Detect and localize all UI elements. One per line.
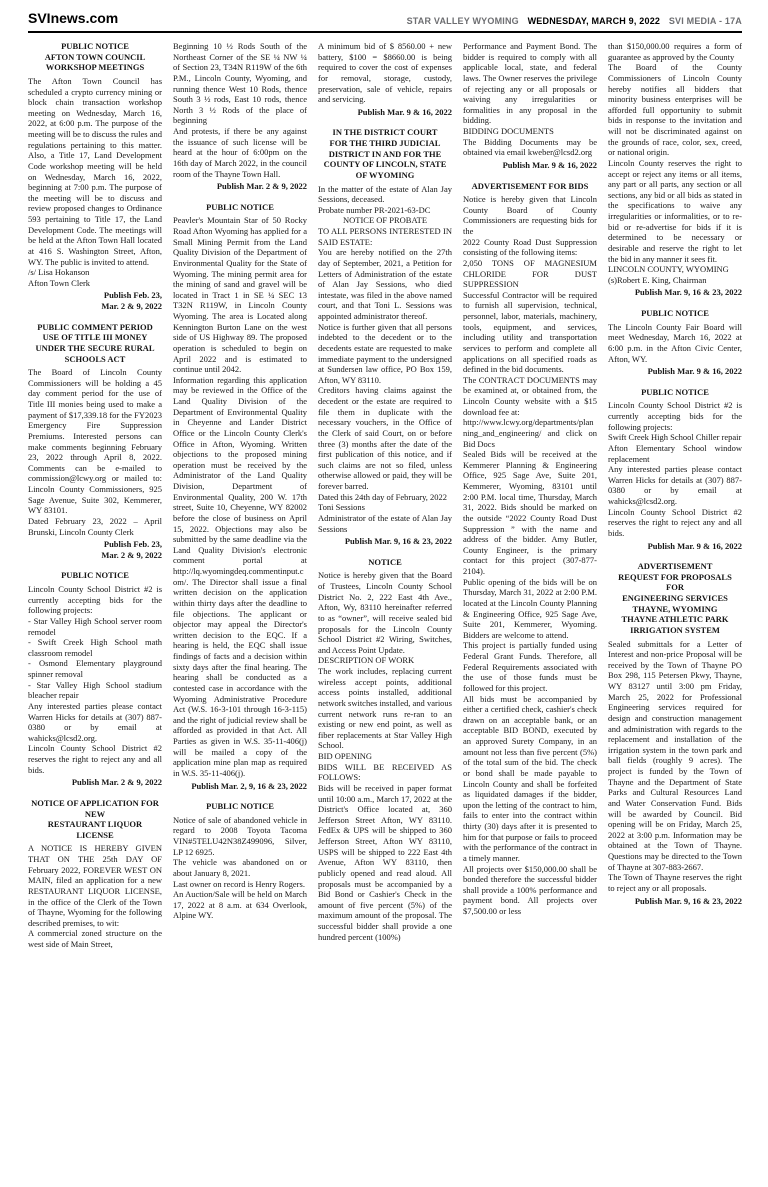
- column-3: [318, 41, 452, 950]
- notice-line: LINCOLN COUNTY, WYOMING: [608, 264, 729, 275]
- notice-paragraph: The Board of the County Commissioners of Lincoln County hereby notifies all bidders that minority business enterprises will be afforded full opportunity to submit bids in response to the invitation and will not be discriminated against on the grounds of race, color, sex, creed, or national origin.: [608, 62, 742, 158]
- column-2: [173, 41, 307, 950]
- notice-paragraph: Probate number PR-2021-63-DC: [318, 204, 431, 215]
- notice-paragraph: 2022 County Road Dust Suppression consisting of the following items:: [463, 236, 597, 258]
- columns: [28, 41, 742, 950]
- notice-paragraph: Public opening of the bids will be on Thursday, March 31, 2022 at 2:00 P.M. located at the Lincoln County Planning & Engineering Office, 925 Sage Ave, Suite 201, Kemmerer, Wyoming. Bidders are welcome to attend.: [463, 576, 597, 640]
- masthead: [28, 10, 742, 33]
- publish-date: Publish Mar. 9, 16 & 23, 2022: [634, 287, 742, 298]
- notice-paragraph: A NOTICE IS HEREBY GIVEN THAT ON THE 25th DAY OF February 2022, FOREVER WEST ON MAIN, filed an application for a new RESTAURANT LIQUOR LICENSE, in the office of the Clerk of the Town of Thayne, Wyoming for the following described premises, to wit:: [28, 843, 162, 928]
- notice-paragraph: The Bidding Documents may be obtained via email kweber@lcsd2.org: [463, 136, 597, 158]
- notice-heading: NOTICE OF APPLICATION FOR NEW RESTAURANT LIQUOR LICENSE: [31, 797, 159, 840]
- notice-paragraph: All bids must be accompanied by either a certified check, cashier's check drawn on an acceptable bank, or an acceptable BID BOND, executed by an approved Surety Company, in an amount not less than five percent (5%) of the total sum of the bid. The check or bond shall be made payable to Lincoln County and shall be forfeited as liquidated damages if the bidder, upon the letting of the contract to him, fails to enter into the contract within thirty (30) days after it is presented to him for that purpose or fails to proceed with the performance of the contract in a timely manner.: [463, 693, 597, 863]
- publish-date: Publish Mar. 9 & 16, 2022: [647, 366, 742, 377]
- notice-line: BIDDING DOCUMENTS: [463, 126, 554, 136]
- notice-paragraph: Administrator of the estate of Alan Jay Sessions: [318, 512, 452, 534]
- notice-paragraph: Beginning 10 ½ Rods South of the Northeast Corner of the SE ¼ NW ¼ of Section 23, T34N R119W of the 6th P.M., Lincoln County, Wyoming, and running thence West 10 Rods, thence South 3 ½ rods, East 10 rods, thence North 3 ½ Rods of the place of beginning: [173, 41, 307, 126]
- notice-heading: IN THE DISTRICT COURT FOR THE THIRD JUDICIAL DISTRICT IN AND FOR THE COUNTY OF LINCOLN, STATE OF WYOMING: [323, 127, 447, 180]
- publish-date: Publish Mar. 9, 16 & 23, 2022: [634, 895, 742, 906]
- notice-paragraph: Successful Contractor will be required to furnish all supervision, technical, personnel, labor, materials, machinery, tools, equipment, and services, including utility and transportation services to perform and complete all applications on all specified roads as defined in the bid documents.: [463, 289, 597, 375]
- notice-paragraph: You are hereby notified on the 27th day of September, 2021, a Petition for Letters of Administration of the estate of Alan Jay Sessions, who died intestate, was filed in the above named court, and that Toni L. Sessions was appointed administrator thereof.: [318, 247, 452, 321]
- notice-heading: ADVERTISEMENT FOR BIDS: [471, 180, 589, 191]
- notice-paragraph: The Lincoln County Fair Board will meet Wednesday, March 16, 2022 at 6:00 p.m. in the Afton Civic Center, Afton, WY.: [608, 321, 742, 364]
- notice-paragraph: Lincoln County reserves the right to accept or reject any items or all items, any part or all parts, any section or all sections, any bid or all bids as stated in the specifications to waive any irregularities or informalities, or to re-bid or re-advertise for bids if it is determined to be necessary or desirable and reserve the right to let the bid in any manner it sees fit.: [608, 157, 742, 264]
- notice-paragraph: - Star Valley High School server room remodel: [28, 615, 162, 637]
- notice-heading: PUBLIC NOTICE: [61, 570, 129, 581]
- notice-paragraph: than $150,000.00 requires a form of guarantee as approved by the County: [608, 41, 742, 62]
- column-5: [608, 41, 742, 950]
- notice-heading: NOTICE: [368, 556, 402, 567]
- notice-paragraph: Sealed submittals for a Letter of Interest and non-price Proposal will be received by the Town of Thayne PO Box 298, 115 Petersen Pkwy, Thayne, WY 83127 until 3:00 pm Friday, March 25, 2022 for Professional Engineering services required for design and construction management and administration with regards to the replacement and installation of the irrigation system in the town park and ball fields (roughly 9 acres). The project is funded by the Town of Thayne and the Department of State Parks and Cultural Resources Land and Water Conservation Fund. Bids will be awarded by Council. Bid opening will be on Friday, March 25, 2022 at 3:00 p.m. Information may be obtained at the Town of Thayne. Questions may be directed to the Town of Thayne at 307-883-2667.: [608, 638, 742, 872]
- notice-paragraph: And protests, if there be any against the issuance of such license will be heard at the hour of 6:00pm on the 16th day of March 2022, in the council room of the Thayne Town Hall.: [173, 126, 307, 179]
- notice-paragraph: Any interested parties please contact Warren Hicks for details at (307) 887-0380 or by email at wahicks@lcsd2.org.: [28, 700, 162, 743]
- notice-paragraph: Any interested parties please contact Warren Hicks for details at (307) 887-0380 or by email at wahicks@lcsd2.org.: [608, 464, 742, 506]
- notice-paragraph: In the matter of the estate of Alan Jay Sessions, deceased.: [318, 183, 452, 205]
- notice-line: Afton Town Clerk: [28, 277, 91, 288]
- notice-paragraph: Dated this 24th day of February, 2022: [318, 491, 448, 502]
- notice-paragraph: Lincoln County School District #2 reserves the right to reject any and all bids.: [608, 506, 742, 538]
- notice-heading: PUBLIC NOTICE: [641, 386, 709, 397]
- notice-paragraph: - Star Valley High School stadium bleacher repair: [28, 679, 162, 701]
- notice-paragraph: The Afton Town Council has scheduled a crypto currency mining or block chain transaction workshop meeting on Wednesday, March 16, 2022, at 6:00 p.m. The purpose of the meeting will be to discuss the rules and regulations pertaining to this matter. Also, a Title 17, Land Development Code workshop meeting will be held on Wednesday, March 16, 2022, beginning at 7:00 p.m. The purpose of the meeting will be to discuss and review proposed changes to Ordinance 593 pertaining to Title 17, the Land Development Code. The meetings will be held at the Afton Town Hall located at 416 S. Washington Street, Afton, WY. The public is invited to attend.: [28, 75, 162, 267]
- notice-subheading: NOTICE OF PROBATE: [342, 215, 428, 226]
- notice-paragraph: A commercial zoned structure on the west side of Main Street,: [28, 928, 162, 949]
- notice-paragraph: Information regarding this application may be reviewed in the Office of the Land Quality Division of the Department of Environmental Quality in Cheyenne and Lander District Office or the Lincoln County Clerk's Office in Afton, Wyoming. Written objections to the proposed mining operation must be received by the Administrator of the Land Quality Division, Department of Environmental Quality, 200 W. 17th street, Suite 10, Cheyenne, WY 82002 before the close of business on April 15, 2022. Objections may also be submitted by the same deadline via the Land Quality Division's electronic comment portal at http://lq.wyomingdeq.commentinput.com/. The Director shall issue a final written decision on the application within thirty days after the deadline to file objections. The applicant or objector may appeal the Director's written decision to the EQC. If a hearing is held, the EQC shall issue findings of facts and a decision within sixty days after the final hearing. The hearing shall be conducted as a contested case in accordance with the Wyoming Administrative Procedure Act (W.S. 16-3-101 through 16-3-115) and the right of judicial review shall be afforded as provided in that Act. All Parties as given in W.S. 35-11-406(j) will be mailed a copy of the application mine plan map as required in W.S. 35-11-406(j).: [173, 374, 307, 778]
- notice-paragraph: Performance and Payment Bond. The bidder is required to comply with all applicable local, state, and federal laws. The Owner reserves the privilege of rejecting any or all proposals or waiving any irregularities or formalities in any proposal in the bidding.: [463, 41, 597, 126]
- notice-paragraph: http://www.lcwy.org/departments/planning_and_engineering/ and click on Bid Docs: [463, 417, 597, 449]
- publish-date: Publish Mar. 9 & 16, 2022: [502, 159, 597, 170]
- notice-line: DESCRIPTION OF WORK: [318, 655, 415, 666]
- publish-date: Publish Mar. 9 & 16, 2022: [357, 106, 452, 117]
- column-1: [28, 41, 162, 950]
- notice-paragraph: A minimum bid of $ 8560.00 + new battery, $100 = $8660.00 is being required to cover the cost of expenses for removal, storage, custody, preservation, sale of vehicle, repairs and servicing.: [318, 41, 452, 105]
- notice-paragraph: Notice is hereby given that the Board of Trustees, Lincoln County School District No. 2, 222 East 4th Ave., Afton, Wy, 83110 hereinafter referred to as “owner”, will receive sealed bid proposals for the Lincoln County School District #2 Wiring, Switches, and Access Point Update.: [318, 570, 452, 655]
- notice-heading: PUBLIC NOTICE: [206, 801, 274, 812]
- notice-line: BID OPENING: [318, 751, 373, 761]
- notice-paragraph: 2,050 TONS OF MAGNESIUM CHLORIDE FOR DUST SUPPRESSION: [463, 257, 597, 290]
- publish-date: Publish Mar. 2 & 9, 2022: [216, 181, 307, 192]
- notice-paragraph: Bids will be received in paper format until 10:00 a.m., March 17, 2022 at the District's Office located at, 360 Jefferson Street Afton, WY 83110. FedEx & UPS will be shipped to 360 Jefferson Street, Afton WY 83110, USPS will be shipped to 222 East 4th Avenue, Afton WY 83110, then publicly opened and read aloud. All proposals must be accompanied by a Bid Bond or Cashier's Check in the amount of five percent (5%) of the maximum amount of the proposal. The successful bidder shall provide a one hundred percent (100%): [318, 782, 452, 942]
- publish-date: Publish Mar. 2, 9, 16 & 23, 2022: [191, 780, 307, 791]
- notice-paragraph: Lincoln County School District #2 is currently accepting bids for the following projects:: [28, 584, 162, 616]
- notice-paragraph: All projects over $150,000.00 shall be bonded therefore the successful bidder shall provide a 100% performance and payment bond. All projects over $7,500.00 or less: [463, 863, 597, 916]
- notice-line: /s/ Lisa Hokanson: [28, 267, 90, 278]
- notice-paragraph: The work includes, replacing current wireless accept points, additional access points installed, additional network switches installed, and various current network runs re-ran to an existing or new end point, as well as fiber replacements at Star Valley High School.: [318, 666, 452, 751]
- notice-paragraph: Afton Elementary School window replacement: [608, 442, 742, 464]
- notice-paragraph: - Swift Creek High School math classroom remodel: [28, 637, 162, 658]
- notice-line: (s)Robert E. King, Chairman: [608, 274, 707, 285]
- masthead-info: [407, 16, 742, 26]
- publish-date: Publish Feb. 23, Mar. 2 & 9, 2022: [101, 539, 162, 560]
- notice-paragraph: Lincoln County School District #2 reserves the right to reject any and all bids.: [28, 743, 162, 775]
- notice-paragraph: Notice is further given that all persons indebted to the decedent or to the decedents estate are requested to make immediate payment to the undersigned at Sundersen law office, PO Box 159, Afton, WY 83110.: [318, 321, 452, 385]
- notice-paragraph: Notice of sale of abandoned vehicle in regard to 2008 Toyota Tacoma VIN#5TELU42N38Z499096, Silver, LP 12 6925.: [173, 814, 307, 857]
- notice-paragraph: An Auction/Sale will be held on March 17, 2022 at 8 a.m. at 634 Overlook, Alpine WY.: [173, 889, 307, 921]
- notice-paragraph: The vehicle was abandoned on or about January 8, 2021.: [173, 857, 307, 878]
- notice-paragraph: BIDS WILL BE RECEIVED AS FOLLOWS:: [318, 761, 452, 783]
- notice-paragraph: TO ALL PERSONS INTERESTED IN SAID ESTATE:: [318, 226, 452, 247]
- notice-paragraph: The Town of Thayne reserves the right to reject any or all proposals.: [608, 872, 742, 893]
- notice-paragraph: Swift Creek High School Chiller repair: [608, 432, 742, 443]
- publish-date: Publish Feb. 23, Mar. 2 & 9, 2022: [101, 290, 162, 311]
- publish-date: Publish Mar. 9 & 16, 2022: [647, 540, 742, 551]
- notice-paragraph: Peavler's Mountain Star of 50 Rocky Road Afton Wyoming has applied for a Small Mining Permit from the Land Quality Division of the Department of Environmental Quality for the State of Wyoming. The mining permit area for the mining of sand and gravel will be located in Tract 1 in SE ¼ SEC 13 T32N R119W, in Lincoln County Wyoming. The area is Located along Kennington Burton Lane on the west side of US Highway 89. The proposed operation is scheduled to begin on April 2022 and is estimated to continue until 2042.: [173, 215, 307, 375]
- notice-heading: PUBLIC COMMENT PERIOD USE OF TITLE III MONEY UNDER THE SECURE RURAL SCHOOLS ACT: [35, 321, 155, 364]
- masthead-date: WEDNESDAY, MARCH 9, 2022: [527, 16, 661, 26]
- notice-paragraph: Notice is hereby given that Lincoln County Board of County Commissioners are requesting bids for the: [463, 194, 597, 236]
- notice-paragraph: This project is partially funded using Federal Grant Funds. Therefore, all Federal Requirements associated with the use of those funds must be followed for this project.: [463, 640, 597, 693]
- notice-paragraph: - Osmond Elementary playground spinner removal: [28, 658, 162, 679]
- notice-paragraph: Dated February 23, 2022 – April Brunski, Lincoln County Clerk: [28, 515, 162, 537]
- notice-paragraph: The Board of Lincoln County Commissioners will be holding a 45 day comment period for the use of Title III monies being used to make a payment of $17,339.18 for the FY2023 Emergency Fire Suppression Premiums. Interested persons can make comments beginning February 23, 2022 through April 8, 2022. Comments can be e-mailed to commission@lcwy.org or mailed to: Lincoln County Commissioners, 925 Sage Avenue, Suite 302, Kemmerer, WY 83101.: [28, 367, 162, 516]
- notice-paragraph: Lincoln County School District #2 is currently accepting bids for the following projects:: [608, 400, 742, 432]
- notice-heading: PUBLIC NOTICE AFTON TOWN COUNCIL WORKSHOP MEETINGS: [44, 41, 146, 73]
- notice-line: Toni Sessions: [318, 502, 365, 513]
- notice-paragraph: Creditors having claims against the decedent or the estate are required to file them in duplicate with the necessary vouchers, in the Office of the Clerk of said Court, on or before three (3) months after the date of the first publication of this notice, and if such claims are not so filed, unless otherwise allowed or paid, they will be forever barred.: [318, 385, 452, 491]
- column-4: [463, 41, 597, 950]
- masthead-edition: SVI MEDIA - 17A: [668, 16, 742, 26]
- notice-heading: ADVERTISEMENT REQUEST FOR PROPOSALS FOR ENGINEERING SERVICES THAYNE, WYOMING THAYNE ATHLETIC PARK IRRIGATION SYSTEM: [618, 561, 732, 635]
- publish-date: Publish Mar. 9, 16 & 23, 2022: [344, 536, 452, 547]
- notice-paragraph: Last owner on record is Henry Rogers.: [173, 878, 305, 889]
- notice-paragraph: Sealed Bids will be received at the Kemmerer Planning & Engineering Office, 925 Sage Ave, Suite 201, Kemmerer, Wyoming, 83101 until 2:00 P.M. local time, Thursday, March 31, 2022. Bids should be marked on the outside “2022 County Road Dust Suppression ” with the name and address of the bidder. Amy Butler, County Engineer, is the primary contact for this project (307-877-2104).: [463, 449, 597, 576]
- notice-heading: PUBLIC NOTICE: [206, 201, 274, 212]
- notice-paragraph: The CONTRACT DOCUMENTS may be examined at, or obtained from, the Lincoln County website with a $15 download fee at:: [463, 374, 597, 417]
- masthead-location: STAR VALLEY WYOMING: [406, 16, 519, 26]
- publish-date: Publish Mar. 2 & 9, 2022: [71, 777, 162, 788]
- notice-heading: PUBLIC NOTICE: [641, 308, 709, 318]
- site-brand: SVInews.com: [28, 10, 119, 26]
